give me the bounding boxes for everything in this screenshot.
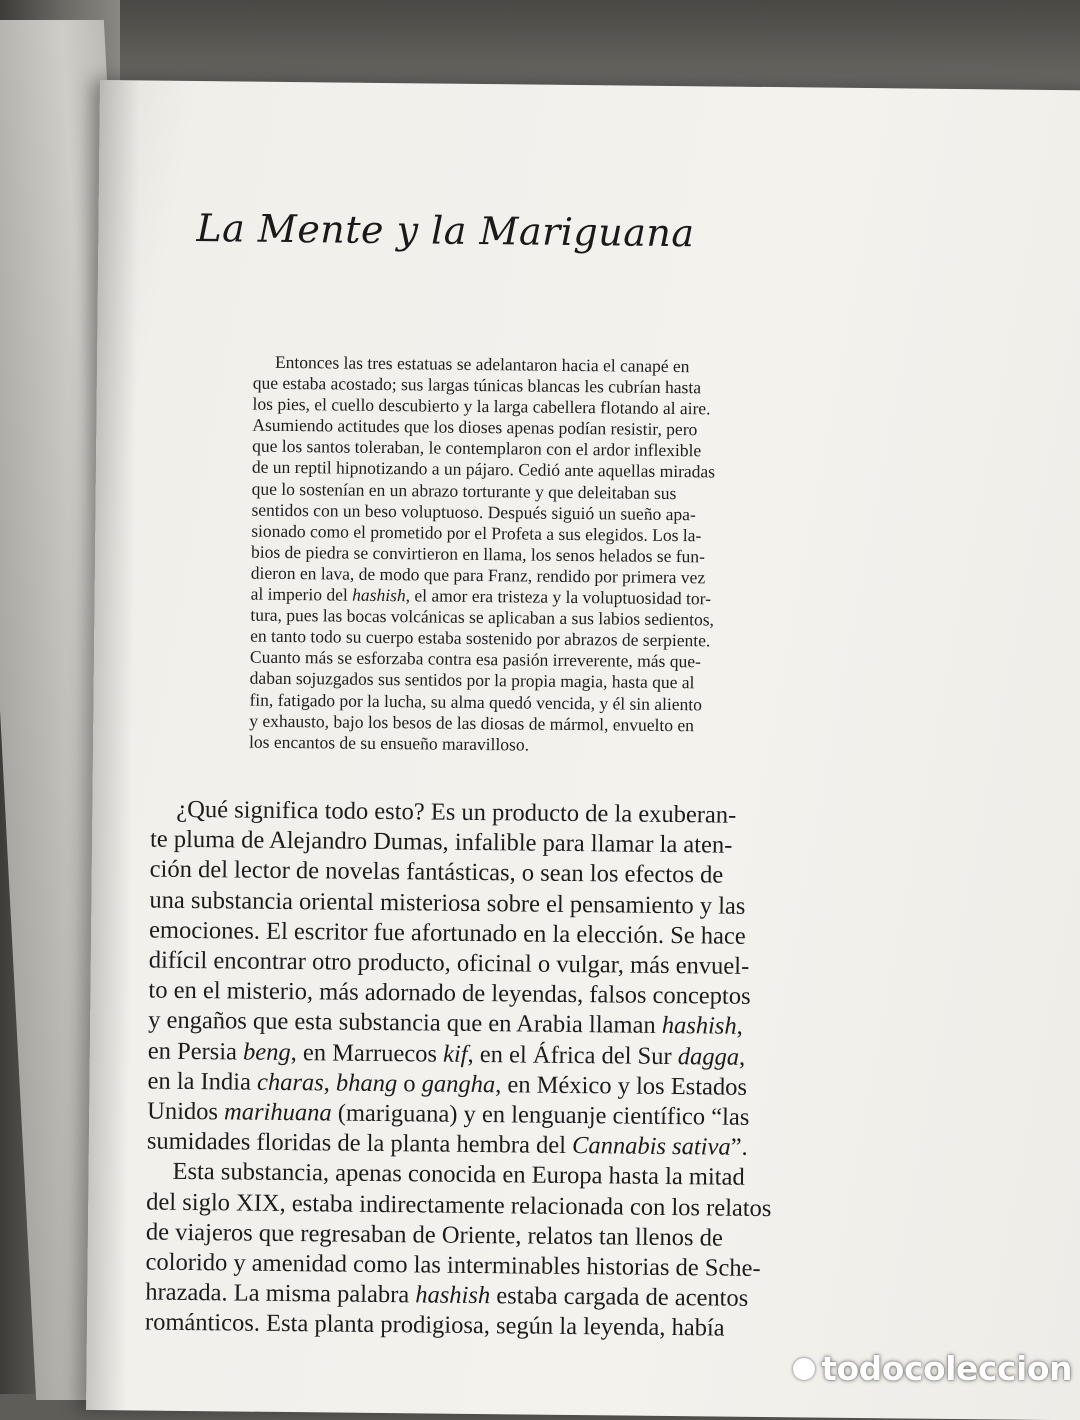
- body-line: en la India charas, bhang o gangha, en México y los Estados: [147, 1067, 748, 1101]
- epigraph-line: que los santos toleraban, le contemplaron con el ardor inflexible: [252, 435, 702, 461]
- watermark: [793, 1349, 1072, 1388]
- epigraph-line: daban sojuzgados sus sentidos por la propia magia, hasta que al: [249, 668, 695, 693]
- epigraph-line: y exhausto, bajo los besos de las diosas de mármol, envuelto en: [249, 710, 695, 735]
- epigraph-line: en tanto todo su cuerpo estaba sostenido por abrazos de serpiente.: [250, 625, 711, 651]
- epigraph-line: los pies, el cuello descubierto y la larga cabellera flotando al aire.: [252, 393, 711, 419]
- body-line: y engaños que esta substancia que en Arabia llaman hashish,: [148, 1006, 743, 1041]
- body-line: colorido y amenidad como las interminables historias de Sche-: [145, 1248, 761, 1283]
- chapter-title: La Mente y la Mariguana: [196, 206, 695, 256]
- book-page: [86, 80, 1080, 1420]
- body-line: difícil encontrar otro producto, oficinal o vulgar, más envuel-: [148, 946, 750, 980]
- body-line: en Persia beng, en Marruecos kif, en el África del Sur dagga,: [147, 1037, 746, 1071]
- body-line: sumidades floridas de la planta hembra del Cannabis sativa”.: [146, 1127, 748, 1162]
- body-text: [145, 795, 851, 1346]
- epigraph-line: que estaba acostado; sus largas túnicas blancas les cubrían hasta: [252, 372, 702, 398]
- epigraph-line: tura, pues las bocas volcánicas se aplicaban a sus labios sedientos,: [250, 604, 715, 630]
- body-line: de viajeros que regresaban de Oriente, relatos tan llenos de: [145, 1218, 723, 1252]
- photo-background-top: [0, 0, 1080, 90]
- epigraph-line: los encantos de su ensueño maravilloso.: [248, 731, 530, 755]
- body-line: románticos. Esta planta prodigiosa, según la leyenda, había: [144, 1308, 725, 1343]
- body-line: Unidos marihuana (mariguana) y en lenguanje científico “las: [147, 1097, 750, 1131]
- epigraph-line: al imperio del hashish, el amor era tristeza y la voluptuosidad tor-: [250, 583, 712, 609]
- epigraph-quote: [249, 352, 917, 760]
- epigraph-line: Entonces las tres estatuas se adelantaron hacia el canapé en: [274, 351, 690, 377]
- epigraph-line: que lo sostenían en un abrazo torturante y que deleitaban sus: [251, 478, 677, 503]
- epigraph-line: Asumiendo actitudes que los dioses apenas podían resistir, pero: [252, 414, 698, 440]
- epigraph-line: de un reptil hipnotizando a un pájaro. Cedió ante aquellas miradas: [251, 457, 716, 482]
- epigraph-line: Cuanto más se esforzaba contra esa pasión irreverente, más que-: [249, 646, 701, 672]
- watermark-logo-icon: [793, 1358, 815, 1380]
- epigraph-line: bios de piedra se convirtieron en llama, los senos helados se fun-: [250, 541, 706, 567]
- body-line: ¿Qué significa todo esto? Es un producto de la exuberan-: [176, 795, 737, 829]
- epigraph-line: dieron en lava, de modo que para Franz, rendido por primera vez: [250, 562, 706, 588]
- body-line: del siglo XIX, estaba indirectamente relacionada con los relatos: [146, 1188, 772, 1222]
- body-line: hrazada. La misma palabra hashish estaba cargada de acentos: [145, 1278, 749, 1313]
- watermark-text: todocoleccion: [821, 1349, 1072, 1388]
- epigraph-line: sentidos con un beso voluptuoso. Después siguió un sueño apa-: [251, 499, 696, 524]
- body-line: Esta substancia, apenas conocida en Europa hasta la mitad: [172, 1158, 745, 1192]
- epigraph-line: sionado como el prometido por el Profeta a sus elegidos. Los la-: [251, 520, 702, 546]
- body-line: to en el misterio, más adornado de leyendas, falsos conceptos: [148, 976, 751, 1011]
- body-line: te pluma de Alejandro Dumas, infalible para llamar la aten-: [149, 825, 733, 859]
- body-line: emociones. El escritor fue afortunado en la elección. Se hace: [148, 916, 746, 950]
- epigraph-line: fin, fatigado por la lucha, su alma quedó vencida, y él sin aliento: [249, 689, 703, 714]
- body-line: ción del lector de novelas fantásticas, o sean los efectos de: [149, 855, 724, 889]
- body-line: una substancia oriental misteriosa sobre el pensamiento y las: [149, 886, 746, 920]
